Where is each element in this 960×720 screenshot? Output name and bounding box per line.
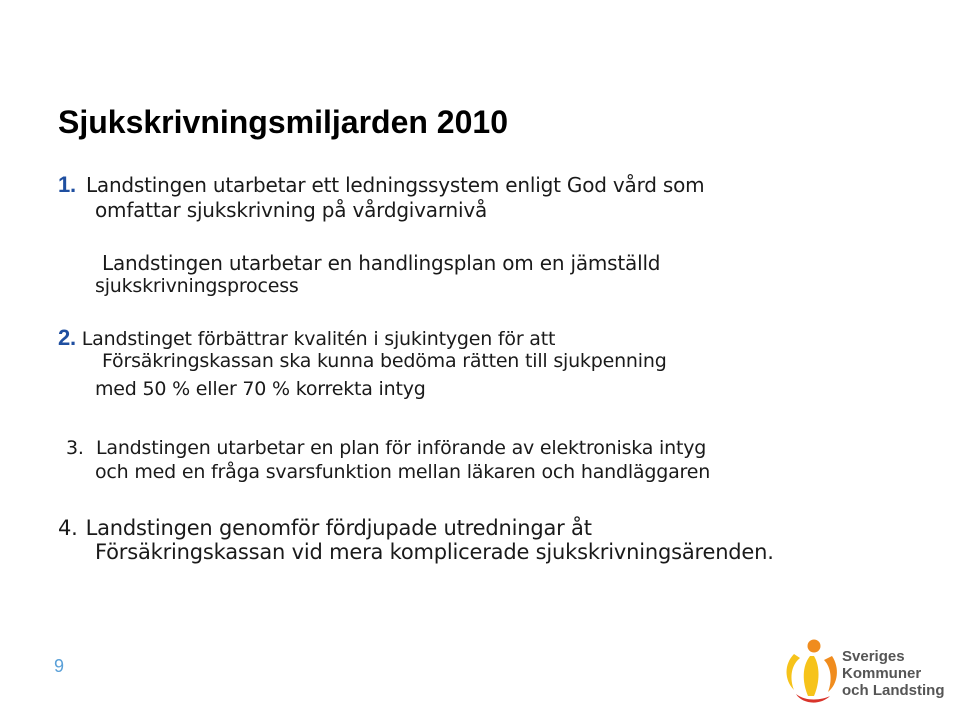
skl-logo-mark-icon	[780, 636, 840, 708]
skl-logo	[780, 636, 950, 708]
item-4-line-2: Försäkringskassan vid mera komplicerade sjukskrivningsärenden.	[95, 540, 774, 564]
item-2-text: Landstinget förbättrar kvalitén i sjukintygen för att	[75, 328, 556, 350]
item-4-number: 4.	[58, 516, 78, 540]
item-2-number: 2.	[58, 325, 76, 350]
item-2-line-1	[58, 325, 555, 351]
logo-left-arm	[787, 654, 801, 690]
skl-logo-text	[842, 648, 945, 699]
item-1-text: Landstingen utarbetar ett ledningssystem enligt God vård som	[85, 173, 705, 197]
slide-title: Sjukskrivningsmiljarden 2010	[58, 104, 508, 140]
item-3-number: 3.	[66, 437, 84, 459]
item-1b-line-1: Landstingen utarbetar en handlingsplan om en jämställd	[102, 251, 661, 275]
item-1b-line-2: sjukskrivningsprocess	[95, 275, 299, 297]
item-1-line-2: omfattar sjukskrivning på vårdgivarnivå	[95, 198, 488, 222]
logo-text-line-1: Sveriges	[842, 648, 905, 665]
item-1-line-1	[58, 172, 704, 198]
item-3-line-1	[66, 437, 706, 459]
logo-head	[808, 640, 821, 653]
logo-text-line-2: Kommuner	[842, 665, 922, 682]
page-number: 9	[54, 656, 65, 676]
logo-right-arm	[824, 656, 837, 692]
logo-body	[804, 656, 819, 696]
item-1-number: 1.	[58, 172, 76, 197]
item-3-text: Landstingen utarbetar en plan för införande av elektroniska intyg	[96, 437, 707, 459]
item-4-text: Landstingen genomför fördjupade utredningar åt	[85, 516, 592, 540]
item-2-line-3: med 50 % eller 70 % korrekta intyg	[95, 378, 426, 400]
item-3-line-2: och med en fråga svarsfunktion mellan läkaren och handläggaren	[95, 461, 711, 483]
item-4-line-1	[58, 516, 592, 540]
item-2-line-2: Försäkringskassan ska kunna bedöma rätten till sjukpenning	[102, 350, 667, 372]
logo-text-line-3: och Landsting	[842, 682, 945, 699]
